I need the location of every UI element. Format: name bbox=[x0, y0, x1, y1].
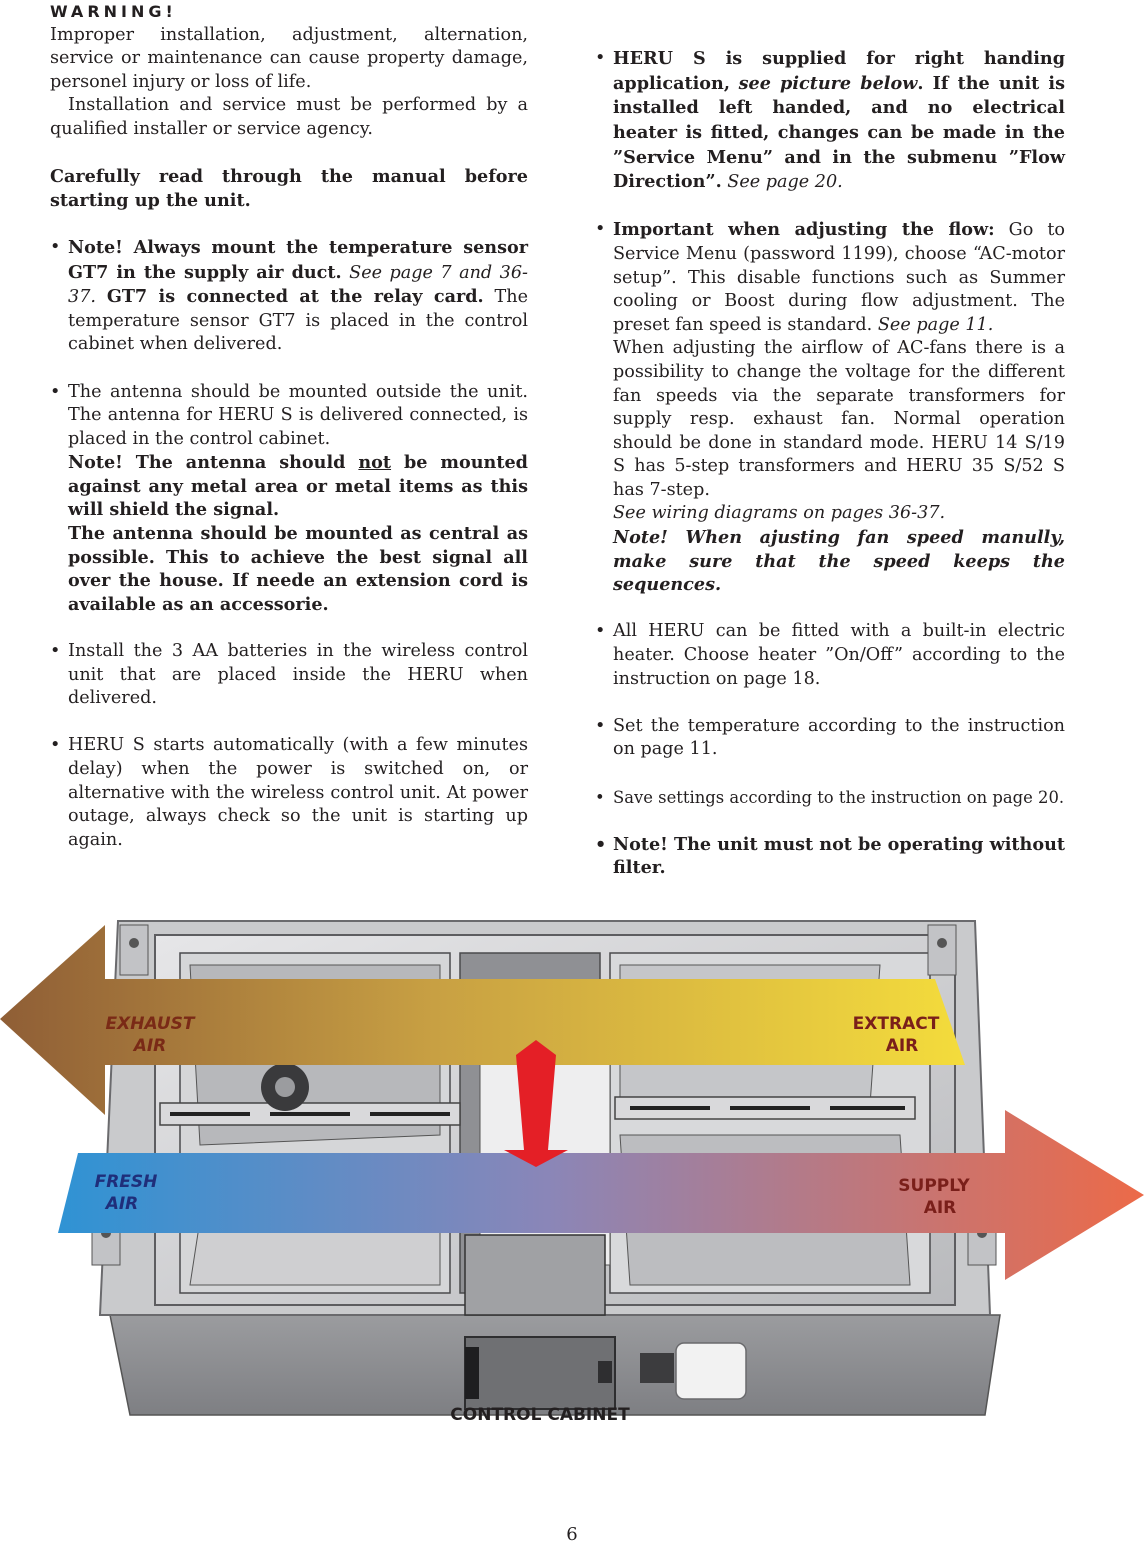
bullet-gt7-sensor bbox=[50, 236, 528, 357]
warning-paragraph-1: Improper installation, adjustment, alternation, service or maintenance can cause property damage, personel injury or loss of life. bbox=[50, 24, 528, 92]
antenna-not-emphasis: not bbox=[358, 452, 392, 474]
bullet-dot: • bbox=[50, 735, 61, 756]
batteries-text: Install the 3 AA batteries in the wireless control unit that are placed inside the HERU when delivered. bbox=[68, 641, 528, 709]
bullet-right-handing bbox=[595, 47, 1065, 195]
bullet-dot: • bbox=[50, 381, 61, 402]
read-manual-notice: Carefully read through the manual before starting up the unit. bbox=[50, 166, 528, 211]
bullet-heater bbox=[595, 620, 1065, 691]
bullet-save-settings bbox=[595, 786, 1065, 810]
antenna-central-note: The antenna should be mounted as central as possible. This to achieve the best signal all over the house. If neede an extension cord is available as an accessorie. bbox=[68, 523, 528, 615]
exhaust-label-line2: AIR bbox=[133, 1036, 167, 1056]
supply-label-line1: SUPPLY bbox=[898, 1176, 970, 1196]
bullet-dot: • bbox=[50, 641, 61, 662]
page-11-ref: See page 11. bbox=[877, 314, 994, 335]
fresh-label-line1: FRESH bbox=[94, 1172, 158, 1192]
auto-start-text: HERU S starts automatically (with a few minutes delay) when the power is switched on, or alternative with the wireless control unit. At power outage, always check so the unit is starting up again. bbox=[68, 735, 528, 850]
ac-fan-transformers: When adjusting the airflow of AC-fans there is a possibility to change the voltage for the different fan speeds via the separate transformers for supply resp. exhaust fan. Normal operation should be done in standard mode. HERU 14 S/19 S has 5-step transformers and HERU 35 S/52 S has 7-step. bbox=[613, 338, 1065, 500]
extract-label-line1: EXTRACT bbox=[852, 1014, 940, 1034]
gt7-note: Note! Always mount the temperature sensor GT7 in the supply air duct. bbox=[68, 236, 528, 283]
bullet-filter bbox=[595, 833, 1065, 880]
left-handed-changes: . If the unit is installed left handed, and no electrical heater is fitted, changes can be made in the ”Service Menu” and in the submenu ”Flow Direction”. bbox=[613, 72, 1065, 193]
page-20-ref: See page 20. bbox=[727, 172, 843, 193]
supply-label-line2: AIR bbox=[923, 1198, 957, 1218]
right-column bbox=[595, 0, 1065, 880]
bullet-dot: • bbox=[50, 236, 61, 257]
bullet-flow-adjustment bbox=[595, 218, 1065, 597]
temperature-text: Set the temperature according to the instruction on page 11. bbox=[613, 715, 1065, 760]
bullet-temperature bbox=[595, 715, 1065, 762]
flow-service-menu: Go to Service Menu (password 1199), choose “AC-motor setup”. This disable functions such as Summer cooling or Boost during flow adjustment. The preset fan speed is standard. bbox=[613, 220, 1065, 335]
gt7-page-ref: See page 7 and 36-37. bbox=[68, 262, 528, 308]
filter-text: Note! The unit must not be operating without filter. bbox=[613, 833, 1065, 879]
bullet-antenna bbox=[50, 381, 528, 617]
gt7-placement: The temperature sensor GT7 is placed in the control cabinet when delivered. bbox=[68, 287, 528, 355]
bullet-dot: • bbox=[595, 787, 605, 807]
heater-text: All HERU can be fitted with a built-in electric heater. Choose heater ”On/Off” according to the instruction on page 18. bbox=[613, 621, 1065, 689]
bullet-dot: • bbox=[595, 48, 606, 69]
fan-speed-note: Note! When ajusting fan speed manully, make sure that the speed keeps the sequences. bbox=[613, 527, 1065, 596]
wiring-diagram-ref: See wiring diagrams on pages 36-37. bbox=[613, 503, 946, 524]
gt7-relay-card: GT7 is connected at the relay card. bbox=[106, 286, 484, 308]
warning-paragraph-2: Installation and service must be performed by a qualified installer or service agency. bbox=[50, 95, 528, 139]
bullet-batteries bbox=[50, 640, 528, 711]
antenna-mounting: The antenna should be mounted outside the unit. The antenna for HERU S is delivered connected, is placed in the control cabinet. bbox=[68, 381, 528, 449]
bullet-dot: • bbox=[595, 833, 607, 855]
save-settings-text: Save settings according to the instruction on page 20. bbox=[613, 787, 1065, 807]
see-picture-below: see picture below bbox=[738, 72, 918, 94]
fresh-label-line2: AIR bbox=[105, 1194, 139, 1214]
bullet-auto-start bbox=[50, 734, 528, 852]
flow-important: Important when adjusting the flow: bbox=[613, 219, 995, 241]
bullet-dot: • bbox=[595, 621, 606, 642]
bullet-dot: • bbox=[595, 715, 606, 736]
antenna-metal-note: Note! The antenna should not be mounted against any metal area or metal items as this will shield the signal. bbox=[68, 452, 528, 521]
left-column bbox=[50, 0, 528, 852]
warning-title: WARNING! bbox=[50, 2, 177, 21]
exhaust-label-line1: EXHAUST bbox=[105, 1014, 195, 1034]
right-handing-text: HERU S is supplied for right handing application, bbox=[613, 48, 1065, 94]
heru-unit-diagram bbox=[0, 905, 1144, 1445]
page-number: 6 bbox=[566, 1524, 578, 1545]
control-cabinet-label: CONTROL CABINET bbox=[450, 1405, 630, 1425]
control-cabinet bbox=[465, 1337, 746, 1409]
bullet-dot: • bbox=[595, 219, 606, 240]
extract-label-line2: AIR bbox=[885, 1036, 919, 1056]
